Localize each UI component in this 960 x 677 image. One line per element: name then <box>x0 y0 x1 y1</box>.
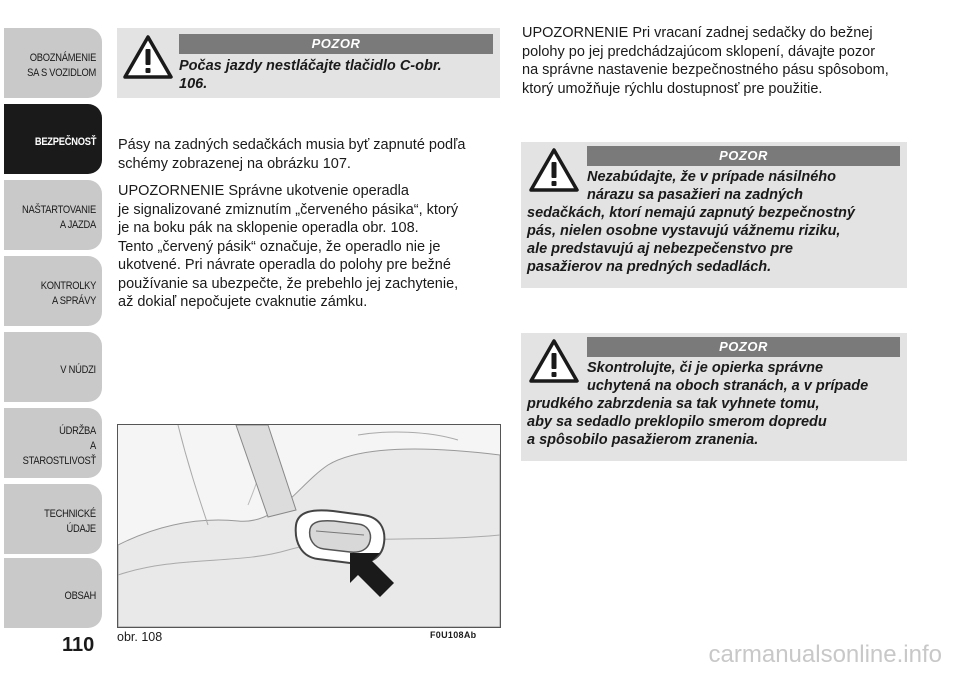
seatbelt-paragraph: Pásy na zadných sedačkách musia byť zapnuté podľa schémy zobrazenej na obrázku 107. <box>118 137 466 172</box>
warning-triangle-icon <box>529 339 579 383</box>
figure-caption: obr. 108 <box>117 630 163 644</box>
warning-heading: POZOR <box>587 337 900 357</box>
tab-technicke-udaje[interactable] <box>4 484 102 554</box>
warning-text: prudkého zabrzdenia sa tak vyhnete tomu, aby sa sedadlo preklopilo smerom dopredu a spôsobilo pasažierom zranenia. <box>527 396 827 448</box>
tab-label: NAŠTARTOVANIE A JAZDA <box>22 204 96 231</box>
tab-obsah[interactable] <box>4 558 102 628</box>
warning-box-passengers <box>521 142 907 288</box>
seat-lever-illustration <box>118 425 500 627</box>
tab-v-nudzi[interactable] <box>4 332 102 402</box>
page-number: 110 <box>62 634 95 656</box>
tab-kontrolky[interactable] <box>4 256 102 326</box>
tab-label: KONTROLKY A SPRÁVY <box>40 280 96 307</box>
warning-box-headrest <box>521 333 907 461</box>
figure-code: F0U108Ab <box>430 630 477 640</box>
warning-triangle-icon <box>123 35 173 79</box>
tab-udrzba[interactable] <box>4 408 102 478</box>
notice-text: Správne ukotvenie operadla je signalizované zmiznutím „červeného pásika“, ktorý je na boku pák na sklopenie operadla obr. 108. Tento „červený pásik“ označuje, že operadlo nie je ukotvené. Pri návrate operadla do polohy pre bežné používanie sa ubezpečte, že prebehlo jej zachytenie, až dokiaľ nepočujete cvaknutie zámku. <box>118 183 459 310</box>
warning-text: Počas jazdy nestláčajte tlačidlo C-obr. 106. <box>179 58 442 92</box>
figure-backrest-lever <box>117 424 501 628</box>
return-seat-paragraph <box>522 24 922 98</box>
watermark: carmanualsonline.info <box>708 641 942 668</box>
tab-label: BEZPEČNOSŤ <box>34 135 96 148</box>
notice-label: UPOZORNENIE <box>118 183 225 199</box>
tab-label: TECHNICKÉ ÚDAJE <box>44 508 96 535</box>
warning-text-indented: Nezabúdajte, že v prípade násilného nárazu sa pasažieri na zadných <box>587 169 836 203</box>
warning-text: sedačkách, ktorí nemajú zapnutý bezpečnostný pás, nielen osobne vystavujú vážnemu riziku, ale predstavujú aj nebezpečenstvo pre pasažierov na predných sedadlách. <box>527 205 855 275</box>
warning-text-indented: Skontrolujte, či je opierka správne uchytená na oboch stranách, a v prípade <box>587 360 869 394</box>
tab-bezpecnost[interactable] <box>4 104 102 174</box>
warning-box-button <box>117 28 500 98</box>
notice-label: UPOZORNENIE <box>522 25 629 41</box>
tab-label: V NÚDZI <box>60 363 96 376</box>
backrest-paragraph <box>118 182 498 312</box>
tab-label: ÚDRŽBA A STAROSTLIVOSŤ <box>22 424 96 467</box>
warning-triangle-icon <box>529 148 579 192</box>
tab-label: OBSAH <box>64 589 96 602</box>
notice-text: Pri vracaní zadnej sedačky do bežnej polohy po jej predchádzajúcom sklopení, dávajte pozor na správne nastavenie bezpečnostného pásu spôsobom, ktorý umožňuje rýchlu dostupnosť pre použitie. <box>522 25 889 97</box>
warning-heading: POZOR <box>587 146 900 166</box>
tab-label: OBOZNÁMENIE SA S VOZIDLOM <box>27 52 97 79</box>
warning-heading: POZOR <box>179 34 493 54</box>
tab-nastartovanie[interactable] <box>4 180 102 250</box>
tab-oboznamenie[interactable] <box>4 28 102 98</box>
